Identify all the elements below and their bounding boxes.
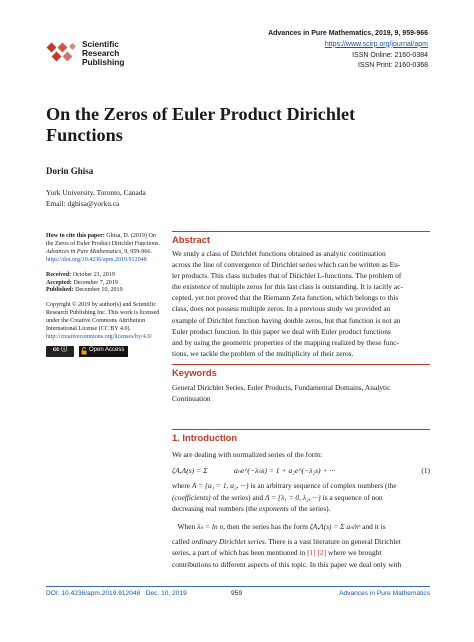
footer-doi [46, 590, 187, 597]
abstract-top-rule [172, 231, 430, 232]
abstract-line: class, does not possess multiple zeros. In a previous study we provided an [172, 304, 391, 314]
intro-series-line [172, 547, 430, 558]
publisher-logo-text [82, 40, 124, 68]
text-series-part: series, a part of which has been mentioned in [172, 548, 306, 558]
published-label: Published: [46, 287, 74, 294]
footer-journal: Advances in Pure Mathematics [339, 590, 430, 597]
text-called: called [172, 537, 190, 547]
text-decreasing: decreasing real numbers (the [172, 504, 258, 514]
text-of-series: of the series). [290, 504, 331, 514]
open-access-label: Open Access [89, 347, 125, 354]
accepted-date: December 7, 2019 [73, 279, 118, 286]
abstract-heading: Abstract [172, 234, 211, 245]
text-when: When [177, 521, 196, 531]
license-badges [46, 346, 162, 357]
article-sidebar [46, 233, 162, 357]
math-lambda-ln: λₙ = ln n [197, 521, 224, 531]
reference-link-2[interactable]: [2] [317, 548, 327, 558]
cc-by-badge-icon[interactable]: cc ⓘ [46, 346, 74, 357]
open-lock-icon [81, 347, 87, 355]
issn-print: ISSN Print: 2160-0368 [357, 62, 428, 70]
journal-citation-line: Advances in Pure Mathematics, 2019, 9, 959-966 [268, 30, 428, 37]
abstract-line: Euler product function. In this paper we deal with Euler product functions [172, 326, 391, 336]
abstract-line: cepted, yet not proved that the Riemann Zeta function, which belongs to this [172, 293, 399, 303]
text-series-and: of the series) and [212, 492, 264, 502]
copyright-text: Copyright © 2019 by author(s) and Scientific Research Publishing Inc. This work is licensed under the Creative Commons Attribution International License (CC BY 4.0). [46, 302, 160, 333]
journal-url-link[interactable]: https://www.scirp.org/journal/apm [324, 40, 428, 48]
intro-where-line-1 [172, 480, 430, 491]
cite-doi-link[interactable]: https://doi.org/10.4236/apm.2019.912048 [46, 256, 147, 263]
abstract-line: across the line of convergence of Dirichlet series which can be written as Eu- [172, 260, 401, 270]
author-affiliation-block [46, 187, 146, 209]
footer-date: Dec. 10, 2019 [145, 590, 187, 597]
equation-1-rhs: aₙe^(−λₙs) = 1 + a₂e^(−λ₂s) + ··· [234, 466, 336, 476]
abstract-line: example of Dirichlet function having double zeros, but that function is not an [172, 315, 401, 325]
term-coefficients: coefficients [174, 492, 209, 502]
abstract-line: and by using the geometric properties of the mapping realized by these func- [172, 337, 399, 347]
footer-rule [46, 586, 430, 587]
footer-page-number: 959 [231, 590, 243, 597]
footer-doi-text[interactable]: DOI: 10.4236/apm.2019.912048 [46, 590, 141, 597]
abstract-line: tions, we tackle the problem of the multiplicity of their zeros. [172, 348, 354, 358]
abstract-body [172, 248, 430, 359]
abstract-line: We study a class of Dirichlet functions obtained as analytic continuation [172, 249, 386, 258]
term-exponents: exponents [259, 504, 289, 514]
text-vast-literature: . There is a vast literature on general Dirichlet [264, 537, 401, 547]
journal-info [268, 29, 428, 72]
intro-top-rule [172, 429, 430, 430]
equation-1-number: (1) [421, 466, 430, 476]
dates-block [46, 272, 162, 296]
issn-online: ISSN Online: 2160-0384 [352, 51, 428, 59]
reference-link-1[interactable]: [1] [307, 548, 316, 558]
intro-lead: We are dealing with normalized series of the form: [172, 450, 323, 459]
text-seq-non: is a sequence of non [322, 492, 383, 502]
intro-where-line-3 [172, 503, 430, 514]
abstract-line: ler products. This class includes that of Dirichlet L-functions. The problem of [172, 271, 402, 281]
intro-contrib-line: contributions to different aspects of this topic. In this paper we deal only with [172, 559, 402, 569]
author-email: Email: dghisa@yorku.ca [46, 199, 120, 208]
paper-title: On the Zeros of Euler Product Dirichlet Functions [46, 104, 356, 145]
cite-text-2: , 9, 959-966. [121, 248, 152, 255]
keywords-line-1: General Dirichlet Series, Euler Products, Fundamental Domains, Analytic [172, 383, 391, 392]
copyright-block [46, 302, 162, 342]
abstract-line: the existence of multiple zeros for this last class is outstanding. It is tacitly ac- [172, 282, 403, 292]
cite-text-1: Ghisa, D. (2019) On the Zeros of Euler Product Dirichlet Functions. [46, 233, 161, 247]
logo-line-1: Scientific [82, 39, 119, 49]
keywords-top-rule [172, 364, 430, 365]
text-where-we: where we brought [328, 548, 382, 558]
keywords-heading: Keywords [172, 367, 217, 378]
equation-1-lhs: ζA,Λ(s) = Σ [172, 466, 208, 476]
keywords-body [172, 382, 430, 404]
equation-1 [172, 462, 430, 480]
text-where-desc: is an arbitrary sequence of complex numbers (the [250, 481, 397, 491]
cite-journal: Advances in Pure Mathematics [46, 248, 122, 255]
math-sequence-a: A = {a₁ = 1, a₂, ···} [191, 481, 249, 491]
intro-body [172, 449, 430, 570]
received-label: Received: [46, 271, 72, 278]
open-access-badge[interactable] [79, 346, 128, 357]
text-and-it-is: and it is [362, 521, 386, 531]
affiliation: York University, Toronto, Canada [46, 188, 146, 197]
math-sequence-lambda: Λ = {λ₁ = 0, λ₂, ···} [265, 492, 321, 502]
text-where: where [172, 481, 191, 491]
published-date: December 10, 2019 [75, 287, 123, 294]
keywords-line-2: Continuation [172, 394, 211, 404]
author-name: Dorin Ghisa [46, 166, 94, 176]
logo-line-2: Research [82, 48, 120, 59]
license-link[interactable]: http://creativecommons.org/licenses/by/4.0/ [46, 333, 153, 340]
received-date: October 21, 2019 [72, 271, 115, 278]
logo-line-3: Publishing [82, 57, 125, 68]
intro-called-line [172, 536, 430, 547]
intro-heading: 1. Introduction [172, 432, 238, 443]
intro-when-line [172, 521, 430, 532]
term-ordinary-dirichlet: ordinary Dirichlet series [191, 537, 265, 547]
cite-block [46, 233, 162, 265]
intro-where-line-2: (coefficients) of the series) and Λ = {λ₁ = 0, λ₂, ···} is a sequence of non [172, 492, 383, 502]
cite-label: How to cite this paper: [46, 233, 105, 239]
text-series-form: , then the series has the form [223, 521, 308, 531]
accepted-label: Accepted: [46, 279, 72, 286]
scirp-logo-icon [46, 40, 80, 66]
math-ordinary-series: ζA,Λ(s) = Σ aₙ/nˢ [309, 521, 361, 531]
